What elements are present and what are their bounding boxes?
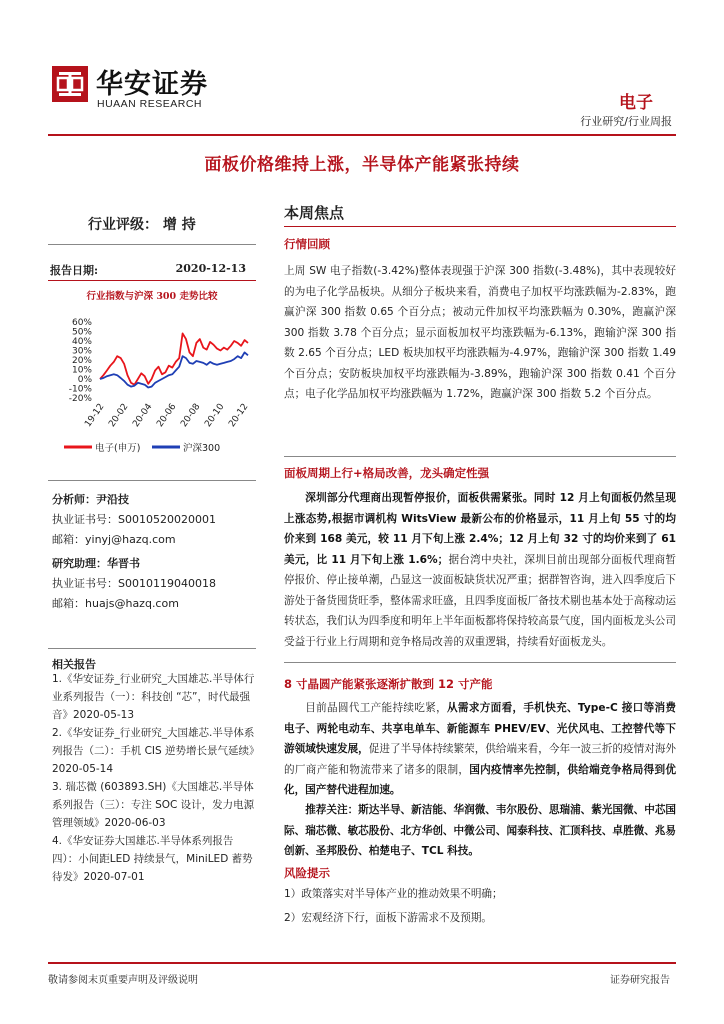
related-reports-title: 相关报告: [52, 658, 96, 671]
legend-label: 电子(申万): [95, 443, 141, 454]
assistant-cert: S0010119040018: [118, 577, 216, 590]
y-tick-label: 60%: [71, 318, 92, 328]
report-type: 行业研究/行业周报: [580, 115, 672, 128]
x-tick-label: 20-04: [131, 401, 155, 430]
related-report-item[interactable]: 3. 瑞芯微 (603893.SH)《大国雄芯.半导体系列报告（三）：专注 SOC 设计，发力电源管理领域》2020-06-03: [52, 781, 255, 829]
footer-disclaimer: 敬请参阅末页重要声明及评级说明: [48, 975, 198, 986]
related-divider: [48, 648, 256, 649]
logo-seal-icon: [52, 66, 88, 102]
related-report-item[interactable]: 2.《华安证券_行业研究_大国雄芯.半导体系列报告（二）：手机 CIS 逆势增长景气延续》2020-05-14: [52, 727, 255, 775]
weekly-focus-title: 本周焦点: [284, 204, 345, 222]
y-tick-label: 0%: [77, 375, 92, 385]
y-tick-label: -10%: [68, 384, 92, 395]
x-tick-label: 20-10: [203, 401, 227, 430]
index-comparison-chart: [48, 312, 258, 464]
assistant-cert-label: 执业证书号：: [52, 577, 118, 590]
report-date: 2020-12-13: [175, 262, 246, 275]
related-reports-list: [52, 670, 256, 886]
analyst-label: 分析师：: [52, 493, 96, 506]
assistant-block: [52, 554, 216, 614]
series-line-electronics: [100, 333, 248, 384]
recommend-stocks: 斯达半导、新洁能、华润微、韦尔股份、思瑞浦、紫光国微、中芯国际、瑞芯微、敏芯股份、北方华创、中微公司、闻泰科技、汇顶科技、卓胜微、兆易创新、圣邦股份、柏楚电子、TCL 科技。: [284, 804, 677, 857]
panel-text-highlight: 深圳部分代理商出现暂停报价，面板供需紧张。同时 12 月上旬面板仍然呈现上涨态势,根据市调机构 WitsView 最新公布的价格显示，11 月上旬 55 寸的均价来到 168 美元，较 11 月下旬上涨 2.4%；12 月上旬 32 寸的均价来到了 61 美元，比 11 月下旬上涨 1.6%；: [284, 492, 676, 566]
wafer-text-b: 从需求方面看，手机快充、Type-C 接口等消费电子、两轮电动车、共享电单车、新能源车 PHEV/EV、光伏风电、工控替代等下游领域快速发展，: [284, 702, 676, 755]
analyst-name: 尹沿技: [96, 493, 129, 506]
assistant-email[interactable]: huajs@hazq.com: [85, 597, 179, 610]
analyst-block: [52, 490, 216, 550]
chart-divider: [48, 480, 256, 481]
footer-divider: [48, 962, 676, 964]
risk-item: 2）宏观经济下行，面板下游需求不及预期。: [284, 912, 493, 924]
recommend-label: 推荐关注：: [305, 804, 359, 816]
assistant-label: 研究助理：: [52, 557, 107, 570]
analyst-email[interactable]: yinyj@hazq.com: [85, 533, 176, 546]
y-tick-label: 40%: [71, 337, 92, 347]
x-tick-label: 20-06: [155, 401, 179, 430]
x-tick-label: 19-12: [83, 401, 107, 430]
y-tick-label: 50%: [71, 327, 92, 338]
analyst-cert-label: 执业证书号：: [52, 513, 118, 526]
x-tick-label: 20-12: [227, 401, 251, 430]
date-divider: [48, 280, 256, 281]
logo-english: HUAAN RESEARCH: [97, 98, 203, 110]
x-tick-label: 20-02: [107, 401, 131, 430]
wafer-text-d: 国内疫情率先控制，供给端竞争格局得到优化，国产替代进程加速。: [284, 763, 677, 796]
industry-rating: 行业评级： 增 持: [88, 217, 196, 233]
related-report-item[interactable]: 4.《华安证券大国雄芯.半导体系列报告四）：小间距LED 持续景气，MiniLED 蓄势待发》2020-07-01: [52, 835, 253, 883]
assistant-name: 华晋书: [107, 557, 140, 570]
x-tick-label: 20-08: [179, 401, 203, 430]
market-review-text: 上周 SW 电子指数(-3.42%)整体表现强于沪深 300 指数(-3.48%)，其中表现较好的为电子化学品板块。从细分子板块来看，消费电子加权平均涨跌幅为-2.83%，跑赢沪深 300 指数 0.65 个百分点；被动元件加权平均涨跌幅为 0.30%，跑赢沪深 300 指数 3.78 个百分点；显示面板加权平均涨跌幅为-6.13%，跑输沪深 300 指数 2.65 个百分点；LED 板块加权平均涨跌幅为-4.97%，跑输沪深 300 指数 1.49 个百分点；安防板块加权平均涨跌幅为-3.89%，跑输沪深 300 指数 0.41 个百分点；电子化学品加权平均涨跌幅为 1.72%，跑赢沪深 300 指数 5.2 个百分点。: [284, 265, 676, 400]
sector-label: 电子: [619, 93, 653, 113]
rating-divider: [48, 244, 256, 245]
panel-text: [284, 488, 676, 652]
logo-name: 华安证券: [96, 69, 208, 100]
y-tick-label: -20%: [68, 394, 92, 404]
series-line-csi300: [100, 352, 248, 387]
section-risk-heading: 风险提示: [284, 866, 330, 880]
header-divider: [48, 134, 676, 136]
analyst-cert: S0010520020001: [118, 513, 216, 526]
wafer-text-a: 目前晶圆代工产能持续吃紧，: [305, 702, 448, 714]
report-date-label: 报告日期:: [50, 264, 99, 277]
y-tick-label: 30%: [71, 346, 92, 357]
analyst-email-label: 邮箱：: [52, 533, 85, 546]
recommend-text: [284, 800, 676, 862]
report-title: 面板价格维持上涨，半导体产能紧张持续: [204, 155, 520, 175]
chart-title: 行业指数与沪深 300 走势比较: [86, 291, 218, 302]
section-panel-heading: 面板周期上行+格局改善，龙头确定性强: [284, 466, 490, 480]
risk-item: 1）政策落实对半导体产业的推动效果不明确；: [284, 888, 503, 900]
wafer-text-c: 促进了半导体持续繁荣，供给端来看，今年一波三折的疫情对海外的厂商产能和物流带来了诸多的限制，: [284, 743, 677, 776]
section-divider: [284, 662, 676, 663]
y-tick-label: 10%: [71, 365, 92, 376]
footer-label: 证券研究报告: [610, 975, 670, 986]
y-tick-label: 20%: [71, 356, 92, 366]
section-divider: [284, 456, 676, 457]
legend-label: 沪深300: [183, 443, 221, 454]
section-market-review-heading: 行情回顾: [284, 237, 330, 251]
panel-text-rest: 据台湾中央社，深圳目前出现部分面板代理商暂停报价、停止接单潮，凸显这一波面板缺货状况严重；据群智咨询，进入四季度后下游处于备货囤货旺季，整体需求旺盛，且四季度面板厂备技术剔也基本处于高稼动运转状态，我们认为四季度和明年上半年面板都将保持较高景气度，国内面板龙头公司受益于行业上行周期和竞争格局改善的双重逻辑，持续看好面板龙头。: [284, 553, 677, 648]
section-wafer-heading: 8 寸晶圆产能紧张逐渐扩散到 12 寸产能: [284, 677, 493, 691]
assistant-email-label: 邮箱：: [52, 597, 85, 610]
company-logo: [52, 62, 222, 122]
related-report-item[interactable]: 1.《华安证券_行业研究_大国雄芯.半导体行业系列报告（一）：科技创 “芯”，时代最强音》2020-05-13: [52, 673, 255, 721]
wafer-text: [284, 698, 676, 801]
focus-divider: [284, 226, 676, 227]
